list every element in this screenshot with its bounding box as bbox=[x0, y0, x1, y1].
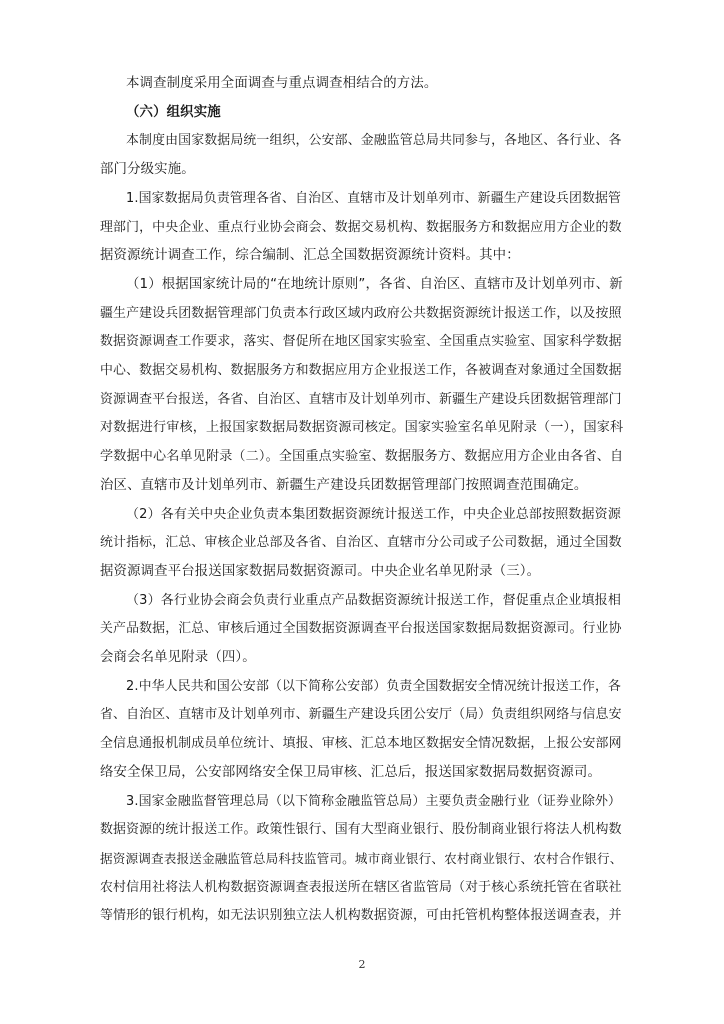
text-line: 统计指标，汇总、审核企业总部及各省、自治区、直辖市分公司或子公司数据，通过全国数 bbox=[100, 535, 622, 551]
text-line: 本制度由国家数据局统一组织，公安部、金融监管总局共同参与，各地区、各行业、各 bbox=[126, 133, 622, 149]
text-line: 疆生产建设兵团数据管理部门负责本行政区域内政府公共数据资源统计报送工作，以及按照 bbox=[100, 305, 622, 321]
text-line: 对数据进行审核，上报国家数据局数据资源司核定。国家实验室名单见附录（一），国家科 bbox=[100, 420, 624, 436]
text-line: 治区、直辖市及计划单列市、新疆生产建设兵团数据管理部门按照调查范围确定。 bbox=[100, 477, 588, 493]
text-line: 部门分级实施。 bbox=[100, 162, 195, 178]
text-line: 本调查制度采用全面调查与重点调查相结合的方法。 bbox=[126, 76, 438, 91]
paragraph-subitem-2 bbox=[100, 501, 624, 587]
paragraph-method bbox=[100, 70, 624, 99]
text-line: 资源调查平台报送，各省、自治区、直辖市及计划单列市、新疆生产建设兵团数据管理部门 bbox=[100, 391, 622, 407]
paragraph-item-3 bbox=[100, 788, 624, 932]
text-line: 学数据中心名单见附录（二）。全国重点实验室、数据服务方、数据应用方企业由各省、自 bbox=[100, 449, 624, 465]
text-line: 据资源调查平台报送国家数据局数据资源司。中央企业名单见附录（三）。 bbox=[100, 563, 541, 579]
text-line: 据资源统计调查工作，综合编制、汇总全国数据资源统计资料。其中： bbox=[100, 248, 520, 264]
text-line: 2.中华人民共和国公安部（以下简称公安部）负责全国数据安全情况统计报送工作，各 bbox=[126, 678, 622, 694]
heading-organization: （六）组织实施 bbox=[126, 104, 221, 120]
text-line: 3.国家金融监督管理总局（以下简称金融监管总局）主要负责金融行业（证券业除外） bbox=[126, 793, 622, 809]
text-line: 全信息通报机制成员单位统计、填报、审核、汇总本地区数据安全情况数据，上报公安部网 bbox=[100, 736, 622, 752]
text-line: 1.国家数据局负责管理各省、自治区、直辖市及计划单列市、新疆生产建设兵团数据管 bbox=[126, 190, 622, 206]
section-heading bbox=[100, 99, 624, 128]
text-line: 络安全保卫局，公安部网络安全保卫局审核、汇总后，报送国家数据局数据资源司。 bbox=[100, 764, 602, 780]
text-line: 农村信用社将法人机构数据资源调查表报送所在辖区省监管局（对于核心系统托管在省联社 bbox=[100, 879, 622, 895]
text-line: 关产品数据，汇总、审核后通过全国数据资源调查平台报送国家数据局数据资源司。行业协 bbox=[100, 621, 622, 637]
text-line: （1）根据国家统计局的“在地统计原则”，各省、自治区、直辖市及计划单列市、新 bbox=[126, 276, 623, 292]
text-line: 等情形的银行机构，如无法识别独立法人机构数据资源，可由托管机构整体报送调查表，并 bbox=[100, 908, 622, 924]
page-number: 2 bbox=[358, 958, 366, 971]
text-line: （3）各行业协会商会负责行业重点产品数据资源统计报送工作，督促重点企业填报相 bbox=[126, 592, 621, 608]
text-line: 中心、数据交易机构、数据服务方和数据应用方企业报送工作，各被调查对象通过全国数据 bbox=[100, 363, 622, 379]
document-body bbox=[100, 70, 624, 931]
text-line: 数据资源调查工作要求，落实、督促所在地区国家实验室、全国重点实验室、国家科学数据 bbox=[100, 334, 622, 350]
paragraph-item-2 bbox=[100, 673, 624, 788]
text-line: （2）各有关中央企业负责本集团数据资源统计报送工作，中央企业总部按照数据资源 bbox=[126, 506, 621, 522]
paragraph-subitem-3 bbox=[100, 587, 624, 673]
text-line: 会商会名单见附录（四）。 bbox=[100, 650, 256, 666]
text-line: 省、自治区、直辖市及计划单列市、新疆生产建设兵团公安厅（局）负责组织网络与信息安 bbox=[100, 707, 622, 723]
paragraph-item-1 bbox=[100, 185, 624, 271]
text-line: 数据资源的统计报送工作。政策性银行、国有大型商业银行、股份制商业银行将法人机构数 bbox=[100, 822, 622, 838]
paragraph-subitem-1 bbox=[100, 271, 624, 501]
text-line: 理部门，中央企业、重点行业协会商会、数据交易机构、数据服务方和数据应用方企业的数 bbox=[100, 219, 622, 235]
text-line: 据资源调查表报送金融监管总局科技监管司。城市商业银行、农村商业银行、农村合作银行、 bbox=[100, 850, 623, 866]
paragraph-intro bbox=[100, 127, 624, 184]
